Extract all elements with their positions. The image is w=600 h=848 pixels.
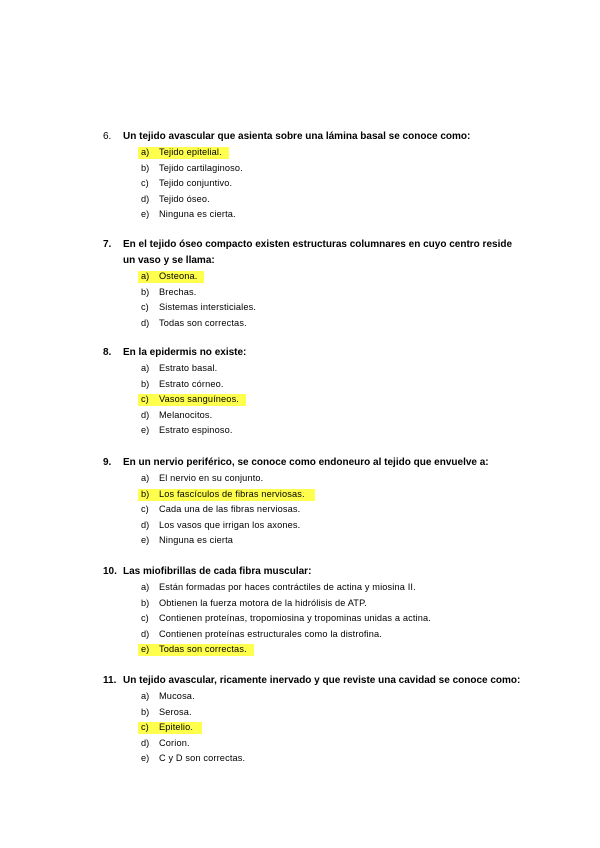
question-text: En un nervio periférico, se conoce como endoneuro al tejido que envuelve a:	[123, 457, 489, 468]
question-text: En la epidermis no existe:	[123, 347, 247, 358]
option-e: e) C y D son correctas.	[141, 753, 246, 764]
option-d: d) Corion.	[141, 737, 190, 748]
question-number: 8.	[103, 347, 112, 358]
option-list	[103, 471, 523, 549]
question-number: 11.	[103, 675, 117, 686]
question-text: Un tejido avascular, ricamente inervado y que reviste una cavidad se conoce como:	[123, 675, 521, 686]
option-c: c) Epitelio.	[103, 720, 523, 736]
option-e: e) Ninguna es cierta.	[141, 209, 236, 220]
option-d: d) Tejido óseo.	[141, 193, 210, 204]
option-b: b) Los fascículos de fibras nerviosas.	[103, 487, 523, 503]
option-c: c) Tejido conjuntivo.	[141, 178, 233, 189]
option-a: a) Están formadas por haces contráctiles de actina y miosina II.	[141, 582, 416, 592]
option-list	[103, 689, 523, 767]
question-number: 10.	[103, 566, 117, 577]
option-b: b) Obtienen la fuerza motora de la hidrólisis de ATP.	[141, 597, 367, 608]
question-7	[103, 237, 523, 331]
option-e: e) Estrato espinoso.	[141, 425, 233, 436]
question-11	[103, 673, 523, 767]
question-number: 9.	[103, 457, 112, 468]
option-a: a) El nervio en su conjunto.	[141, 473, 264, 483]
option-list	[103, 145, 523, 223]
option-d: d) Contienen proteínas estructurales como la distrofina.	[141, 628, 382, 639]
question-9	[103, 455, 523, 549]
option-b: b) Serosa.	[141, 706, 192, 717]
option-a: a) Osteona.	[103, 269, 523, 285]
question-number: 6.	[103, 131, 112, 142]
option-a: a) Estrato basal.	[141, 363, 218, 373]
option-d: d) Melanocitos.	[141, 409, 213, 420]
option-c: c) Contienen proteínas, tropomiosina y tropominas unidas a actina.	[141, 613, 431, 624]
option-e: e) Ninguna es cierta	[141, 535, 234, 546]
option-list	[103, 269, 523, 331]
option-c: c) Vasos sanguíneos.	[103, 392, 523, 408]
option-c: c) Cada una de las fibras nerviosas.	[141, 504, 301, 515]
option-a: a) Mucosa.	[141, 691, 195, 701]
question-text: Las miofibrillas de cada fibra muscular:	[123, 566, 312, 577]
question-text: En el tejido óseo compacto existen estructuras columnares en cuyo centro reside un vaso y se llama:	[123, 239, 513, 266]
question-10	[103, 564, 523, 658]
option-c: c) Sistemas intersticiales.	[141, 302, 257, 313]
question-number: 7.	[103, 239, 112, 250]
option-e: e) Todas son correctas.	[103, 642, 523, 658]
option-b: b) Brechas.	[141, 286, 197, 297]
option-list	[103, 580, 523, 658]
option-b: b) Tejido cartilaginoso.	[141, 162, 243, 173]
option-d: d) Los vasos que irrigan los axones.	[141, 519, 301, 530]
option-list	[103, 361, 523, 439]
question-6	[103, 129, 523, 223]
question-text: Un tejido avascular que asienta sobre una lámina basal se conoce como:	[123, 131, 471, 142]
option-b: b) Estrato córneo.	[141, 378, 224, 389]
question-8	[103, 345, 523, 439]
option-a: a) Tejido epitelial.	[103, 145, 523, 161]
option-d: d) Todas son correctas.	[141, 317, 247, 328]
